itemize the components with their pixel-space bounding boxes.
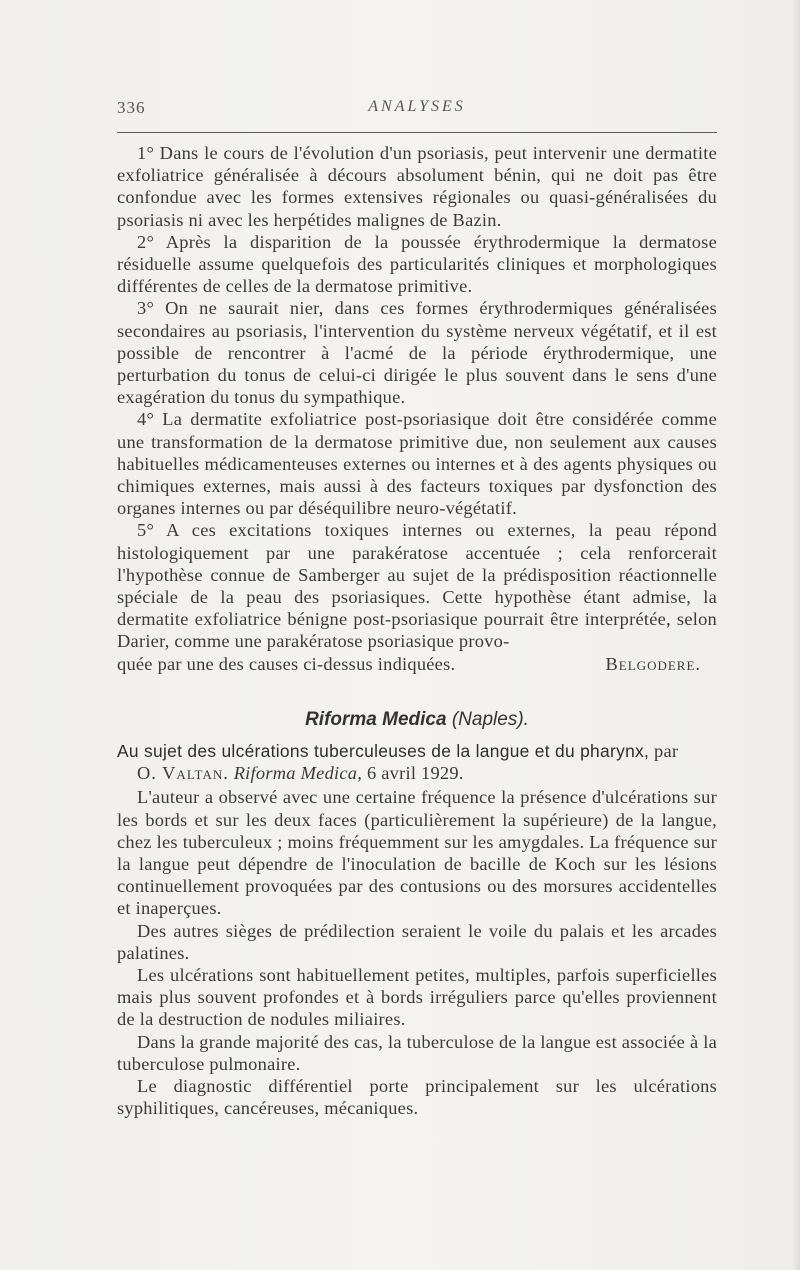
paragraph-2: 2° Après la disparition de la poussée érythrodermique la dermatose résiduelle assume quelquefois des particularités cliniques et morphologiques différentes de celles de la dermatose primitive. [117,231,717,297]
reviewer-signature: Belgodere. [605,653,701,674]
signature-line [117,653,717,675]
article-paragraph-1: L'auteur a observé avec une certaine fréquence la présence d'ulcérations sur les bords et sur les deux faces (particulièrement la supérieure) de la langue, chez les tuberculeux ; moins fréquemment sur les amygdales. La fréquence sur la langue peut dépendre de l'inoculation de bacille de Koch sur les lésions continuellement provoquées par des contusions ou des morsures accidentelles et inaperçues. [117,787,717,919]
article-paragraph-3: Les ulcérations sont habituellement petites, multiples, parfois superficielles mais plus souvent profondes et à bords irréguliers parce qu'elles proviennent de la destruction de nodules miliaires. [117,965,717,1030]
article-date: 6 avril 1929. [366,763,464,784]
article-paragraph-4: Dans la grande majorité des cas, la tuberculose de la langue est associée à la tuberculose pulmonaire. [117,1031,717,1074]
article-paragraph-5: Le diagnostic différentiel porte principalement sur les ulcérations syphilitiques, cancéreuses, mécaniques. [117,1076,717,1119]
article-by: par [654,741,679,761]
paragraph-4: 4° La dermatite exfoliatrice post-psoriasique doit être considérée comme une transformation de la dermatose primitive due, non seulement aux causes habituelles médicamenteuses externes ou internes et à des agents physiques ou chimiques externes, mais aussi à des facteurs toxiques par dysfonction des organes internes ou par déséquilibre neuro-végétatif. [117,409,717,519]
page-edge-shadow [792,0,800,1270]
article-source-journal: Riforma Medica, [233,763,363,784]
running-title: ANALYSES [368,98,466,115]
page-number: 336 [117,98,146,117]
section-title [117,709,717,731]
page-header [117,98,717,133]
article-byline [117,762,717,784]
article-heading [117,740,717,784]
paragraph-1: 1° Dans le cours de l'évolution d'un psoriasis, peut intervenir une dermatite exfoliatrice généralisée à décours absolument bénin, qui ne doit pas être confondue avec les formes extensives régionales ou quasi-généralisées du psoriasis ni avec les herpétides malignes de Bazin. [117,143,717,230]
article-title: Au sujet des ulcérations tuberculeuses de la langue et du pharynx, [117,741,650,761]
review-body [117,142,717,675]
article-author: O. Valtan. [137,763,229,784]
paragraph-5-last-line: quée par une des causes ci-dessus indiquées. [117,653,456,674]
section-city: (Naples). [451,709,529,730]
article [117,740,717,1119]
paragraph-3: 3° On ne saurait nier, dans ces formes érythrodermiques généralisées secondaires au psoriasis, l'intervention du système nerveux végétatif, et il est possible de rencontrer à l'acmé de la période érythrodermique, une perturbation du tonus de celui-ci dirigée le plus souvent dans le sens d'une exagération du tonus du sympathique. [117,298,717,408]
article-paragraph-2: Des autres sièges de prédilection seraient le voile du palais et les arcades palatines. [117,920,717,963]
paragraph-5: 5° A ces excitations toxiques internes ou externes, la peau répond histologiquement par une parakératose accentuée ; cela renforcerait l'hypothèse connue de Samberger au sujet de la prédisposition réactionnelle spéciale de la peau des psoriasiques. Cette hypothèse étant admise, la dermatite exfoliatrice bénigne post-psoriasique pourrait être interprétée, selon Darier, comme une parakératose psoriasique provo- [117,520,717,652]
section-journal-name: Riforma Medica [305,709,447,730]
